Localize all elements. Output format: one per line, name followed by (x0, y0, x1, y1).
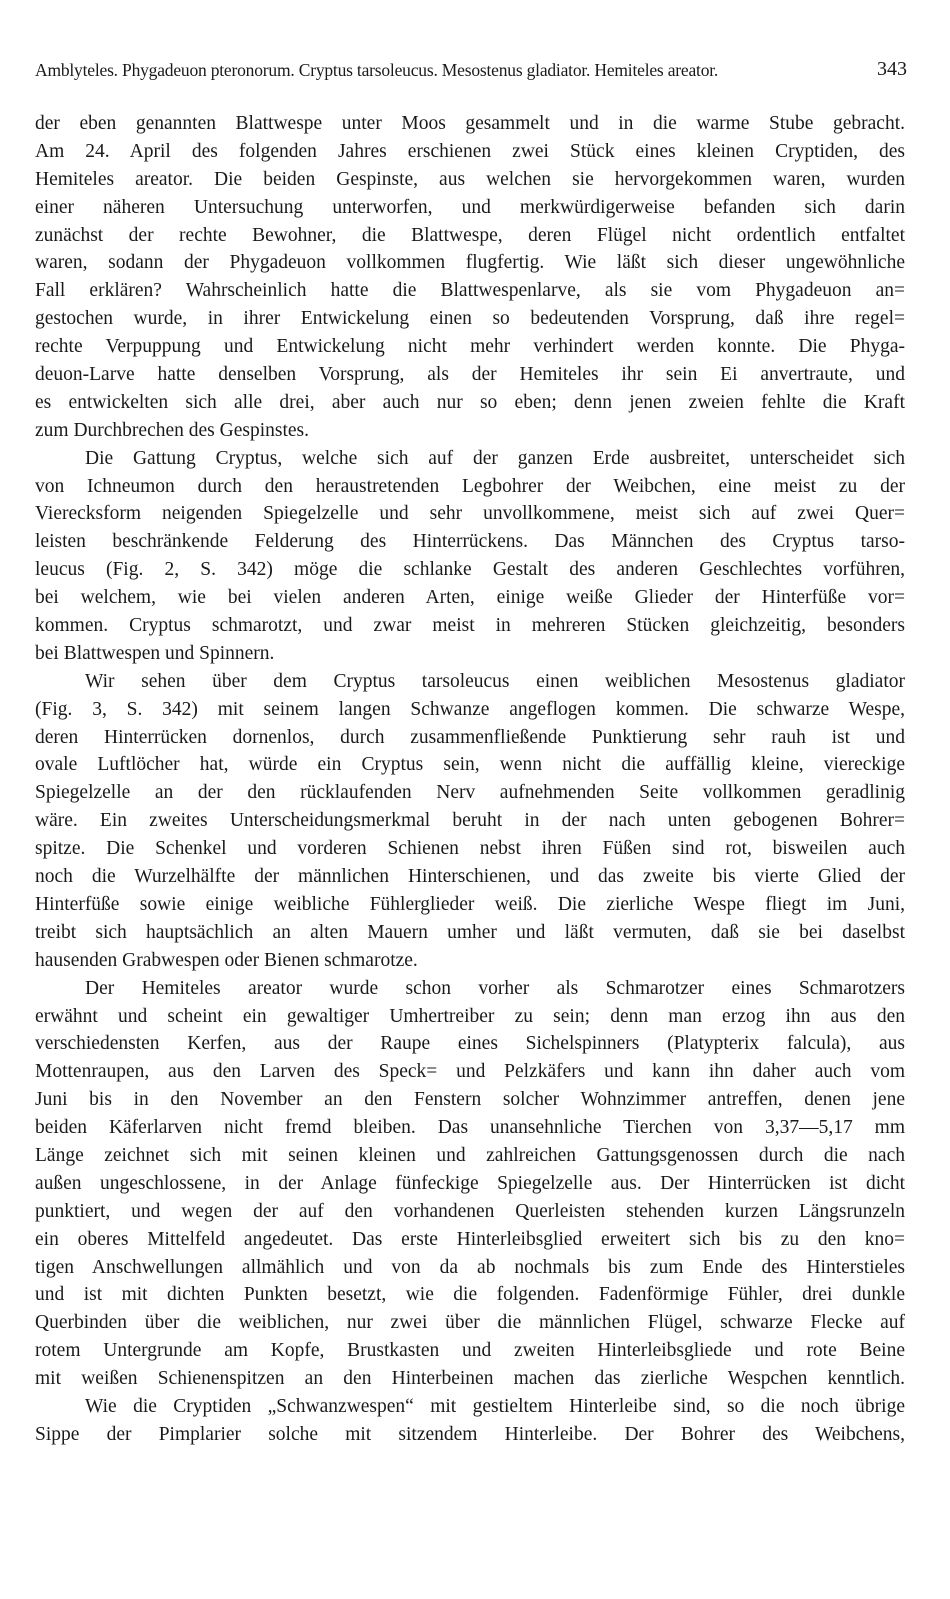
text-line: Am 24. April des folgenden Jahres erschienen zwei Stück eines kleinen Cryptiden, des (35, 140, 905, 162)
text-line: Spiegelzelle an der den rücklaufenden Nerv aufnehmenden Seite vollkommen geradlinig (35, 782, 905, 804)
text-line: Querbinden über die weiblichen, nur zwei über die männlichen Flügel, schwarze Flecke auf (35, 1312, 905, 1334)
text-line: noch die Wurzelhälfte der männlichen Hinterschienen, und das zweite bis vierte Glied der (35, 866, 905, 888)
text-line: waren, sodann der Phygadeuon vollkommen flugfertig. Wie läßt sich dieser ungewöhnliche (35, 252, 905, 274)
text-line: zunächst der rechte Bewohner, die Blattwespe, deren Flügel nicht ordentlich entfaltet (35, 224, 905, 246)
text-line: ein oberes Mittelfeld angedeutet. Das erste Hinterleibsglied erweitert sich bis zu den kno= (35, 1228, 905, 1250)
text-line: Mottenraupen, aus den Larven des Speck= und Pelzkäfers und kann ihn daher auch vom (35, 1061, 905, 1083)
text-line: Hinterfüße sowie einige weibliche Fühlerglieder weiß. Die zierliche Wespe fliegt im Juni, (35, 893, 905, 915)
page-number: 343 (877, 58, 907, 80)
text-line: Vierecksform neigenden Spiegelzelle und sehr unvollkommene, meist sich auf zwei Quer= (35, 503, 905, 525)
text-line: es entwickelten sich alle drei, aber auch nur so eben; denn jenen zweien fehlte die Kraft (35, 391, 905, 413)
text-line: bei welchem, wie bei vielen anderen Arten, einige weiße Glieder der Hinterfüße vor= (35, 587, 905, 609)
text-line: Hemiteles areator. Die beiden Gespinste, aus welchen sie hervorgekommen waren, wurden (35, 168, 905, 190)
text-line: mit weißen Schienenspitzen an den Hinterbeinen machen das zierliche Wespchen kenntlich. (35, 1368, 905, 1390)
text-line: rotem Untergrunde am Kopfe, Brustkasten und zweiten Hinterleibsgliede und rote Beine (35, 1340, 905, 1362)
text-line: verschiedensten Kerfen, aus der Raupe eines Sichelspinners (Platypterix falcula), aus (35, 1033, 905, 1055)
text-line: Fall erklären? Wahrscheinlich hatte die Blattwespenlarve, als sie vom Phygadeuon an= (35, 280, 905, 302)
text-line: Wie die Cryptiden „Schwanzwespen“ mit gestieltem Hinterleibe sind, so die noch übrige (85, 1395, 905, 1417)
text-line: von Ichneumon durch den heraustretenden Legbohrer der Weibchen, eine meist zu der (35, 475, 905, 497)
text-line: und ist mit dichten Punkten besetzt, wie die folgenden. Fadenförmige Fühler, drei dunkle (35, 1284, 905, 1306)
text-line: kommen. Cryptus schmarotzt, und zwar meist in mehreren Stücken gleichzeitig, besonders (35, 615, 905, 637)
text-line: spitze. Die Schenkel und vorderen Schienen nebst ihren Füßen sind rot, bisweilen auch (35, 838, 905, 860)
text-line: Sippe der Pimplarier solche mit sitzendem Hinterleibe. Der Bohrer des Weibchens, (35, 1423, 905, 1445)
text-line: deuon-Larve hatte denselben Vorsprung, als der Hemiteles ihr sein Ei anvertraute, und (35, 364, 905, 386)
text-line: leisten beschränkende Felderung des Hinterrückens. Das Männchen des Cryptus tarso- (35, 531, 905, 553)
text-line: rechte Verpuppung und Entwickelung nicht mehr verhindert werden konnte. Die Phyga- (35, 336, 905, 358)
text-line: ovale Luftlöcher hat, würde ein Cryptus sein, wenn nicht die auffällig kleine, viereckige (35, 754, 905, 776)
text-line: (Fig. 3, S. 342) mit seinem langen Schwanze angeflogen kommen. Die schwarze Wespe, (35, 698, 905, 720)
text-line: deren Hinterrücken dornenlos, durch zusammenfließende Punktierung sehr rauh ist und (35, 726, 905, 748)
running-header (35, 58, 907, 86)
text-line: zum Durchbrechen des Gespinstes. (35, 419, 309, 441)
text-line: Wir sehen über dem Cryptus tarsoleucus einen weiblichen Mesostenus gladiator (85, 670, 905, 692)
text-line: hausenden Grabwespen oder Bienen schmarotze. (35, 949, 418, 971)
text-line: einer näheren Untersuchung unterworfen, und merkwürdigerweise befanden sich darin (35, 196, 905, 218)
text-line: punktiert, und wegen der auf den vorhandenen Querleisten stehenden kurzen Längsrunzeln (35, 1200, 905, 1222)
text-line: Der Hemiteles areator wurde schon vorher als Schmarotzer eines Schmarotzers (85, 977, 905, 999)
running-title: Amblyteles. Phygadeuon pteronorum. Cryptus tarsoleucus. Mesostenus gladiator. Hemiteles areator. (35, 60, 719, 80)
text-line: tigen Anschwellungen allmählich und von da ab nochmals bis zum Ende des Hinterstieles (35, 1256, 905, 1278)
text-line: bei Blattwespen und Spinnern. (35, 642, 275, 664)
text-line: gestochen wurde, in ihrer Entwickelung einen so bedeutenden Vorsprung, daß ihre regel= (35, 308, 905, 330)
text-line: Länge zeichnet sich mit seinen kleinen und zahlreichen Gattungsgenossen durch die nach (35, 1144, 905, 1166)
text-line: treibt sich hauptsächlich an alten Mauern umher und läßt vermuten, daß sie bei daselbst (35, 921, 905, 943)
text-line: wäre. Ein zweites Unterscheidungsmerkmal beruht in der nach unten gebogenen Bohrer= (35, 810, 905, 832)
body-text (35, 110, 905, 1449)
text-line: Die Gattung Cryptus, welche sich auf der ganzen Erde ausbreitet, unterscheidet sich (85, 447, 905, 469)
text-line: leucus (Fig. 2, S. 342) möge die schlanke Gestalt des anderen Geschlechtes vorführen, (35, 559, 905, 581)
text-line: beiden Käferlarven nicht fremd bleiben. Das unansehnliche Tierchen von 3,37—5,17 mm (35, 1117, 905, 1139)
text-line: erwähnt und scheint ein gewaltiger Umhertreiber zu sein; denn man erzog ihn aus den (35, 1005, 905, 1027)
text-line: Juni bis in den November an den Fenstern solcher Wohnzimmer antreffen, denen jene (35, 1089, 905, 1111)
text-line: der eben genannten Blattwespe unter Moos gesammelt und in die warme Stube gebracht. (35, 113, 905, 134)
text-line: außen ungeschlossene, in der Anlage fünfeckige Spiegelzelle aus. Der Hinterrücken ist dicht (35, 1172, 905, 1194)
